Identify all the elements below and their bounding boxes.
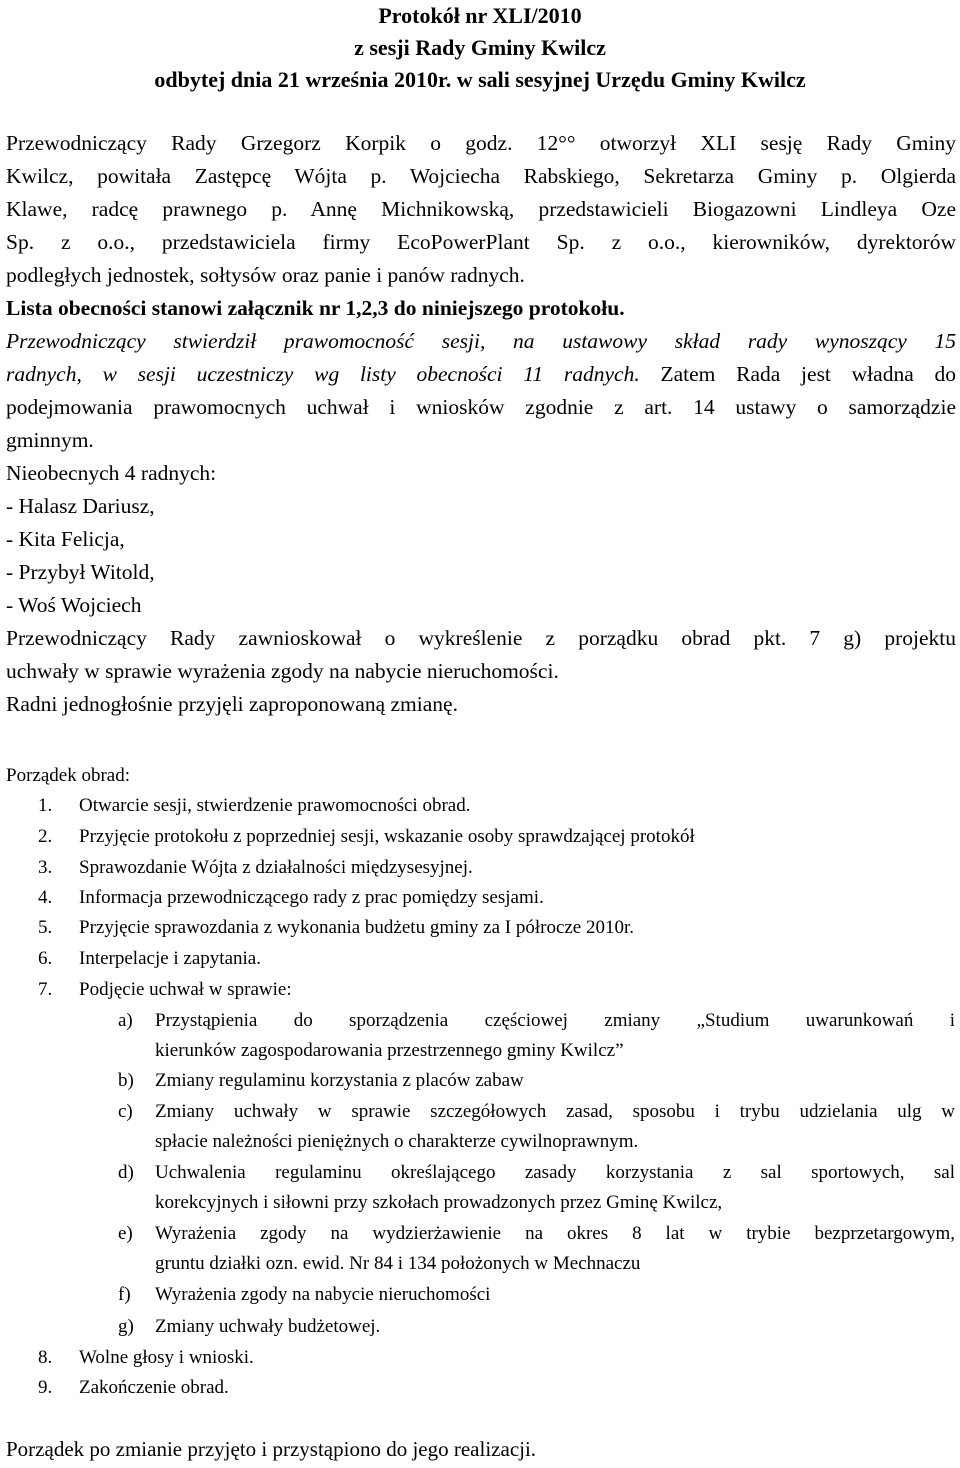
agenda-item-text: Informacja przewodniczącego rady z prac pomiędzy sesjami. bbox=[79, 887, 544, 908]
intro-line: Kwilcz, powitała Zastępcę Wójta p. Wojciecha Rabskiego, Sekretarza Gminy p. Olgierda bbox=[6, 164, 956, 188]
motion-result: Radni jednogłośnie przyjęli zaproponowaną zmianę. bbox=[6, 692, 458, 716]
subitem-letter: g) bbox=[118, 1316, 134, 1337]
session-subtitle: z sesji Rady Gminy Kwilcz bbox=[354, 35, 606, 60]
closing-line: Porządek po zmianie przyjęto i przystąpiono do jego realizacji. bbox=[6, 1437, 537, 1461]
attendance-note: Lista obecności stanowi załącznik nr 1,2,3 do niniejszego protokołu. bbox=[6, 296, 625, 320]
agenda-item-number: 1. bbox=[38, 795, 53, 816]
quorum-line: Przewodniczący stwierdził prawomocność sesji, na ustawowy skład rady wynoszący 15 bbox=[6, 329, 956, 353]
quorum-line: podejmowania prawomocnych uchwał i wniosków zgodnie z art. 14 ustawy o samorządzie bbox=[6, 395, 956, 419]
subitem-text: kierunków zagospodarowania przestrzennego gminy Kwilcz” bbox=[155, 1040, 624, 1061]
subitem-letter: f) bbox=[118, 1284, 131, 1305]
agenda-item-number: 2. bbox=[38, 826, 53, 847]
motion-line: Przewodniczący Rady zawnioskował o wykreślenie z porządku obrad pkt. 7 g) projektu bbox=[6, 626, 956, 650]
subitem-text: Zmiany uchwały w sprawie szczegółowych zasad, sposobu i trybu udzielania ulg w bbox=[155, 1101, 955, 1122]
subitem-letter: b) bbox=[118, 1070, 134, 1091]
intro-line: Sp. z o.o., przedstawiciela firmy EcoPowerPlant Sp. z o.o., kierowników, dyrektorów bbox=[6, 230, 956, 254]
agenda-item-text: Podjęcie uchwał w sprawie: bbox=[79, 979, 292, 1000]
agenda-item-number: 5. bbox=[38, 917, 53, 938]
intro-line: Przewodniczący Rady Grzegorz Korpik o godz. 12°° otworzył XLI sesję Rady Gminy bbox=[6, 131, 956, 155]
motion-line: uchwały w sprawie wyrażenia zgody na nabycie nieruchomości. bbox=[6, 659, 559, 683]
subitem-text: spłacie należności pieniężnych o charakterze cywilnoprawnym. bbox=[155, 1131, 639, 1152]
intro-section bbox=[6, 127, 956, 721]
agenda-item-number: 9. bbox=[38, 1377, 53, 1398]
protocol-title: Protokół nr XLI/2010 bbox=[378, 3, 582, 28]
absent-name: - Halasz Dariusz, bbox=[6, 494, 155, 518]
session-date-line: odbytej dnia 21 września 2010r. w sali sesyjnej Urzędu Gminy Kwilcz bbox=[154, 67, 806, 92]
absent-name: - Woś Wojciech bbox=[6, 593, 142, 617]
subitem-text: korekcyjnych i siłowni przy szkołach prowadzonych przez Gminę Kwilcz, bbox=[155, 1192, 723, 1213]
subitem-text: Wyrażenia zgody na wydzierżawienie na okres 8 lat w trybie bezprzetargowym, bbox=[155, 1223, 955, 1244]
agenda-item-text: Otwarcie sesji, stwierdzenie prawomocności obrad. bbox=[79, 795, 471, 816]
intro-line: podległych jednostek, sołtysów oraz panie i panów radnych. bbox=[6, 263, 525, 287]
agenda-item-number: 3. bbox=[38, 857, 53, 878]
agenda-item-text: Sprawozdanie Wójta z działalności międzysesyjnej. bbox=[79, 857, 473, 878]
document-header bbox=[0, 0, 960, 96]
subitem-letter: d) bbox=[118, 1162, 134, 1183]
quorum-italic: radnych, w sesji uczestniczy wg listy obecności 11 radnych. bbox=[6, 362, 640, 386]
agenda-item-text: Przyjęcie protokołu z poprzedniej sesji, wskazanie osoby sprawdzającej protokół bbox=[79, 826, 695, 847]
agenda-item-text: Wolne głosy i wnioski. bbox=[79, 1347, 254, 1368]
quorum-line bbox=[6, 358, 956, 391]
subitem-text: gruntu działki ozn. ewid. Nr 84 i 134 położonych w Mechnaczu bbox=[155, 1253, 641, 1274]
agenda-title: Porządek obrad: bbox=[6, 765, 130, 786]
subitem-letter: a) bbox=[118, 1010, 133, 1031]
agenda-item-text: Interpelacje i zapytania. bbox=[79, 948, 261, 969]
subitem-letter: c) bbox=[118, 1101, 133, 1122]
agenda-item-number: 4. bbox=[38, 887, 53, 908]
subitem-text: Uchwalenia regulaminu określającego zasady korzystania z sal sportowych, sal bbox=[155, 1162, 955, 1183]
quorum-normal: Zatem Rada jest władna do bbox=[639, 362, 956, 386]
subitem-letter: e) bbox=[118, 1223, 133, 1244]
absent-title: Nieobecnych 4 radnych: bbox=[6, 461, 217, 485]
quorum-line: gminnym. bbox=[6, 428, 94, 452]
absent-name: - Kita Felicja, bbox=[6, 527, 125, 551]
agenda-item-text: Przyjęcie sprawozdania z wykonania budżetu gminy za I półrocze 2010r. bbox=[79, 917, 635, 938]
agenda-item-number: 7. bbox=[38, 979, 53, 1000]
subitem-text: Przystąpienia do sporządzenia częściowej zmiany „Studium uwarunkowań i bbox=[155, 1010, 955, 1031]
subitem-text: Wyrażenia zgody na nabycie nieruchomości bbox=[155, 1284, 491, 1305]
agenda-item-number: 6. bbox=[38, 948, 53, 969]
agenda-item-number: 8. bbox=[38, 1347, 53, 1368]
subitem-text: Zmiany uchwały budżetowej. bbox=[155, 1316, 381, 1337]
agenda-item-text: Zakończenie obrad. bbox=[79, 1377, 229, 1398]
absent-name: - Przybył Witold, bbox=[6, 560, 155, 584]
intro-line: Klawe, radcę prawnego p. Annę Michnikowską, przedstawicieli Biogazowni Lindleya Oze bbox=[6, 197, 956, 221]
subitem-text: Zmiany regulaminu korzystania z placów zabaw bbox=[155, 1070, 524, 1091]
